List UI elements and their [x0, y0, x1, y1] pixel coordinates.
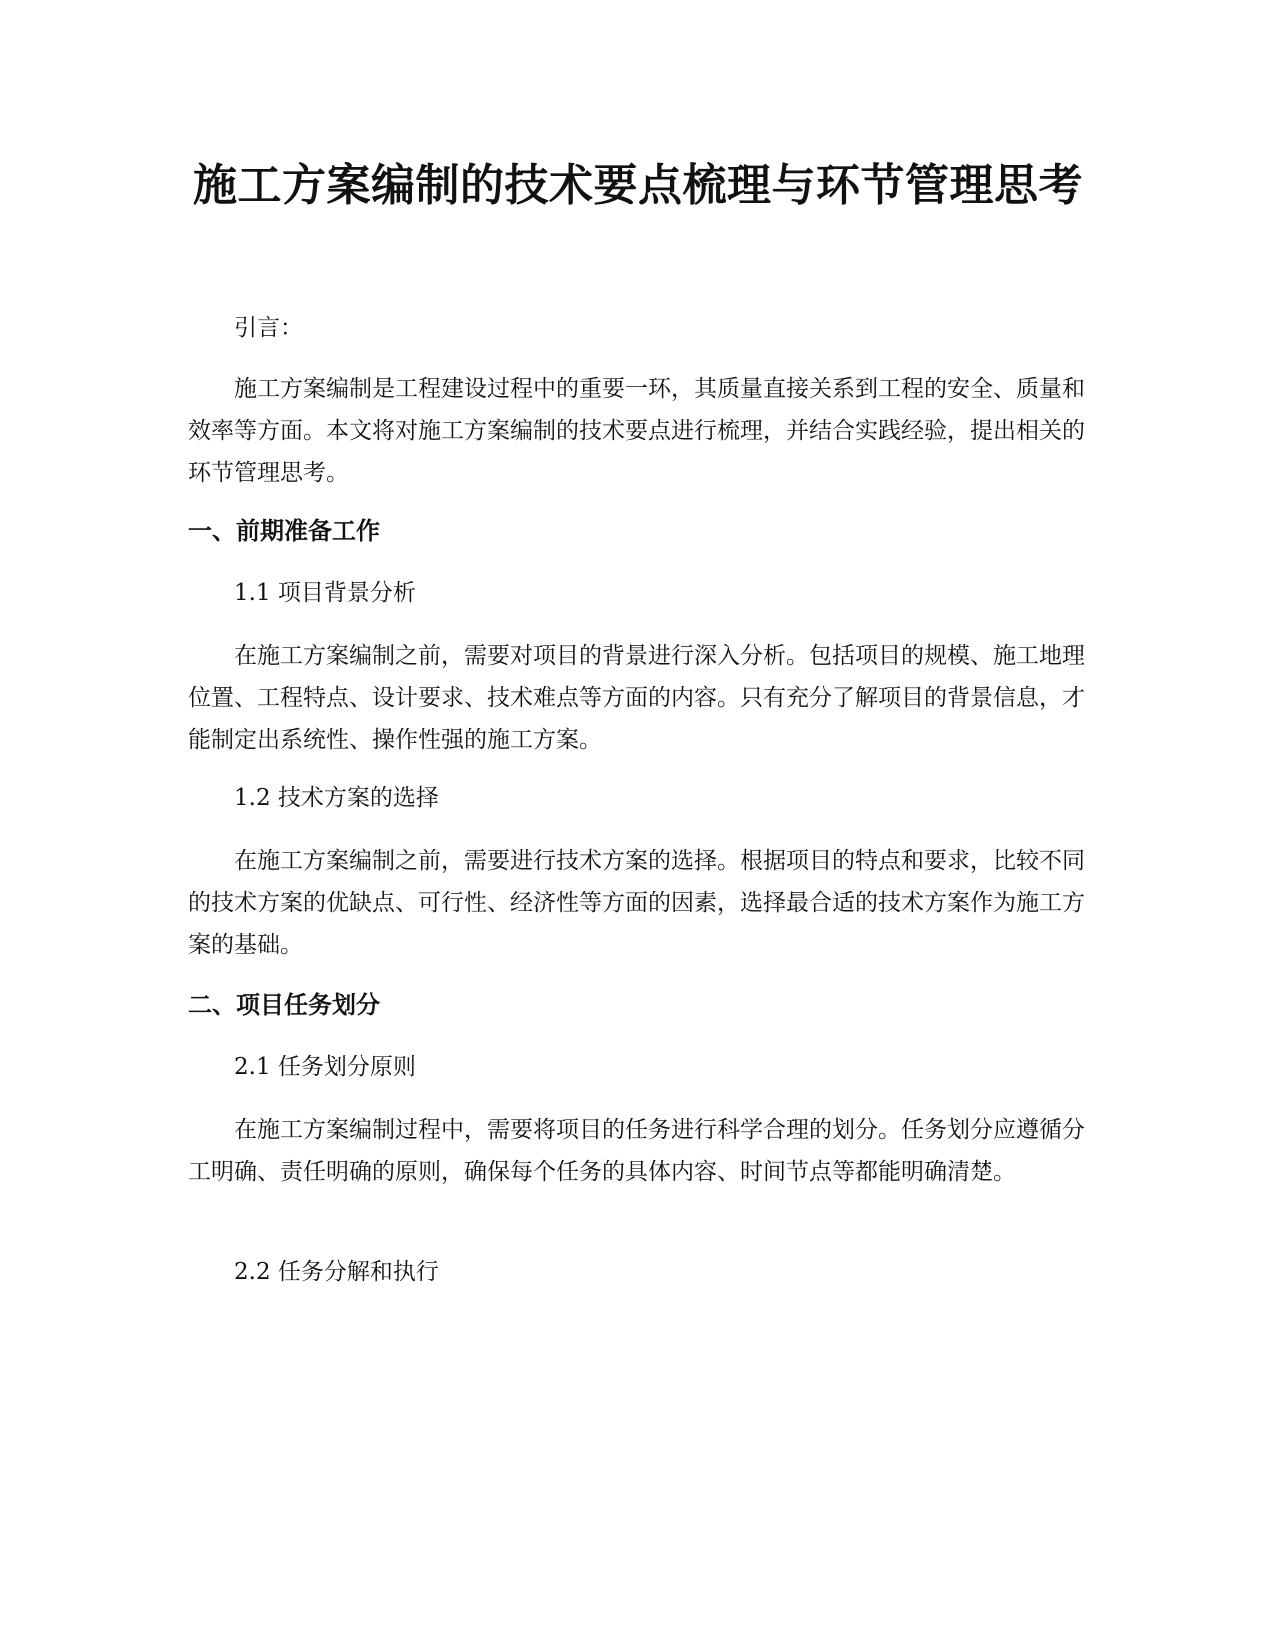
- subsection-1-1-title: 1.1 项目背景分析: [234, 580, 416, 606]
- section-1-heading: 一、前期准备工作: [188, 517, 380, 545]
- intro-label: 引言：: [234, 315, 303, 341]
- document-title: 施工方案编制的技术要点梳理与环节管理思考: [193, 160, 1083, 211]
- subsection-2-2-title: 2.2 任务分解和执行: [234, 1259, 439, 1285]
- subsection-1-2-paragraph: 在施工方案编制之前，需要进行技术方案的选择。根据项目的特点和要求，比较不同的技术方案的优缺点、可行性、经济性等方面的因素，选择最合适的技术方案作为施工方案的基础。: [188, 848, 1085, 958]
- intro-paragraph: 施工方案编制是工程建设过程中的重要一环，其质量直接关系到工程的安全、质量和效率等方面。本文将对施工方案编制的技术要点进行梳理，并结合实践经验，提出相关的环节管理思考。: [188, 376, 1085, 486]
- subsection-2-1-paragraph: 在施工方案编制过程中，需要将项目的任务进行科学合理的划分。任务划分应遵循分工明确、责任明确的原则，确保每个任务的具体内容、时间节点等都能明确清楚。: [188, 1117, 1085, 1185]
- subsection-1-2-title: 1.2 技术方案的选择: [234, 785, 439, 811]
- document-page: [188, 0, 1088, 1650]
- subsection-2-1-title: 2.1 任务划分原则: [234, 1054, 416, 1080]
- subsection-1-1-paragraph: 在施工方案编制之前，需要对项目的背景进行深入分析。包括项目的规模、施工地理位置、工程特点、设计要求、技术难点等方面的内容。只有充分了解项目的背景信息，才能制定出系统性、操作性强的施工方案。: [188, 643, 1085, 753]
- section-2-heading: 二、项目任务划分: [188, 991, 380, 1019]
